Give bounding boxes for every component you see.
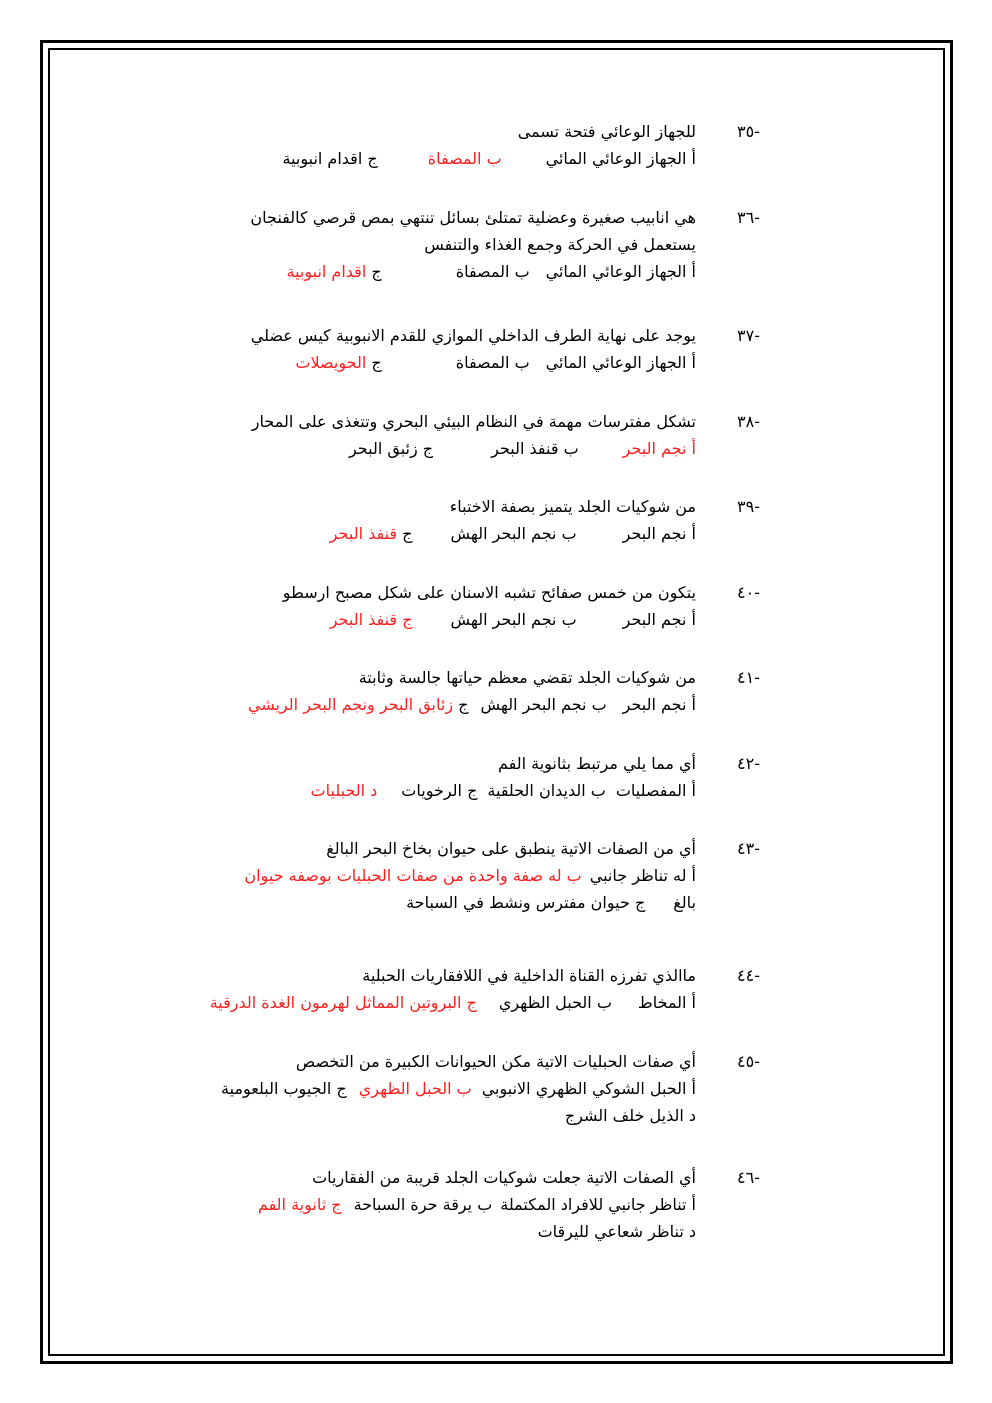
option-c: ج حيوان مفترس ونشط في السباحة <box>406 893 646 912</box>
options-line <box>96 691 696 718</box>
option-a: أ نجم البحر <box>622 695 696 714</box>
question-text: أي مما يلي مرتبط بثانوية الفم <box>497 754 696 773</box>
question-text: أي الصفات الاتية جعلت شوكيات الجلد قريبة من الفقاريات <box>312 1168 696 1187</box>
options-line <box>96 1075 696 1102</box>
option-d-correct: د الحبليات <box>310 781 378 800</box>
options-line <box>96 989 696 1016</box>
options-line <box>96 520 696 547</box>
question-number: -٣٦ <box>737 208 760 227</box>
question-number: -٤٠ <box>737 583 760 602</box>
question-text: من شوكيات الجلد تقضي معظم حياتها جالسة وثابتة <box>358 668 696 687</box>
question-text: من شوكيات الجلد يتميز بصفة الاختباء <box>449 497 696 516</box>
option-a: أ نجم البحر <box>622 610 696 629</box>
option-c-correct: زئابق البحر ونجم البحر الريشي <box>247 695 454 714</box>
option-b-correct: ب المصفاة <box>427 149 502 168</box>
option-c-correct: الحويصلات <box>295 353 367 372</box>
option-b: ب نجم البحر الهش <box>450 524 577 543</box>
option-b: ب المصفاة <box>455 353 530 372</box>
options-line <box>96 145 696 172</box>
question-number: -٤١ <box>737 668 760 687</box>
question-text: للجهاز الوعائي فتحة تسمى <box>517 122 696 141</box>
option-a: أ الحبل الشوكي الظهري الانبوبي <box>481 1079 696 1098</box>
option-b: ب الديدان الحلقية <box>487 781 606 800</box>
option-d: د تناظر شعاعي لليرقات <box>537 1222 696 1241</box>
question-text: ماالذي تفرزه القناة الداخلية في اللافقاريات الحبلية <box>362 966 696 985</box>
options-line <box>96 606 696 633</box>
option-c-correct: ج البروتين المماثل لهرمون الغدة الدرقية <box>209 993 477 1012</box>
question-number: -٣٩ <box>737 497 760 516</box>
option-c-correct: ج ثانوية الفم <box>257 1195 342 1214</box>
question-number: -٤٦ <box>737 1168 760 1187</box>
question-text: أي من الصفات الاتية ينطبق على حيوان بخاخ البحر البالغ <box>326 839 696 858</box>
question-number: -٤٣ <box>737 839 760 858</box>
option-a: أ الجهاز الوعائي المائي <box>545 149 696 168</box>
option-c-prefix: ج <box>371 262 382 281</box>
option-b: ب نجم البحر الهش <box>480 695 607 714</box>
question-number: -٤٤ <box>737 966 760 985</box>
option-a: أ المفصليات <box>615 781 696 800</box>
option-a: أ نجم البحر <box>622 524 696 543</box>
question-number: -٤٢ <box>737 754 760 773</box>
option-c: ج زئبق البحر <box>348 439 434 458</box>
option-c-correct: اقدام انبوبية <box>286 262 367 281</box>
question-text: هي انابيب صغيرة وعضلية تمتلئ بسائل تنتهي بمص قرصي كالفنجان <box>250 208 696 227</box>
question-text: أي صفات الحبليات الاتية مكن الحيوانات الكبيرة من التخصص <box>295 1052 696 1071</box>
question-text: تشكل مفترسات مهمة في النظام البيئي البحري وتتغذى على المحار <box>251 412 696 431</box>
options-line-continued <box>96 889 696 916</box>
options-line <box>96 258 696 285</box>
question-text-continued: يستعمل في الحركة وجمع الغذاء والتنفس <box>424 235 696 254</box>
option-b-continued: بالغ <box>673 893 696 912</box>
option-b: ب يرقة حرة السباحة <box>353 1195 493 1214</box>
option-c-prefix: ج <box>371 353 382 372</box>
question-number: -٣٧ <box>737 326 760 345</box>
option-a-correct: أ نجم البحر <box>622 439 696 458</box>
option-b: ب نجم البحر الهش <box>450 610 577 629</box>
option-b-correct: ب الحبل الظهري <box>358 1079 472 1098</box>
option-a: أ الجهاز الوعائي المائي <box>545 262 696 281</box>
option-b: ب قنفذ البحر <box>491 439 579 458</box>
option-b-correct: ب له صفة واحدة من صفات الحبليات بوصفه حيوان <box>244 866 582 885</box>
options-line <box>96 777 696 804</box>
question-number: -٤٥ <box>737 1052 760 1071</box>
option-c: ج الجيوب البلعومية <box>221 1079 347 1098</box>
question-number: -٣٥ <box>737 122 760 141</box>
option-a: أ تناظر جانبي للافراد المكتملة <box>500 1195 696 1214</box>
option-c-correct: ج قنفذ البحر <box>329 610 413 629</box>
option-b: ب المصفاة <box>455 262 530 281</box>
options-line <box>96 862 696 889</box>
options-line <box>96 435 696 462</box>
option-c: ج الرخويات <box>401 781 478 800</box>
option-c-prefix: ج <box>458 695 469 714</box>
option-a: أ الجهاز الوعائي المائي <box>545 353 696 372</box>
question-number: -٣٨ <box>737 412 760 431</box>
option-a: أ المخاط <box>637 993 696 1012</box>
options-line <box>96 1191 696 1218</box>
option-d: د الذيل خلف الشرج <box>564 1106 696 1125</box>
question-text: يتكون من خمس صفائح تشبه الاسنان على شكل مصبح ارسطو <box>282 583 696 602</box>
question-text: يوجد على نهاية الطرف الداخلي الموازي للقدم الانبوبية كيس عضلي <box>250 326 696 345</box>
option-b: ب الحبل الظهري <box>498 993 612 1012</box>
option-c-prefix: ج <box>402 524 413 543</box>
option-c: ج اقدام انبوبية <box>282 149 378 168</box>
option-c-correct: قنفذ البحر <box>329 524 398 543</box>
options-line <box>96 349 696 376</box>
option-a: أ له تناظر جانبي <box>589 866 696 885</box>
